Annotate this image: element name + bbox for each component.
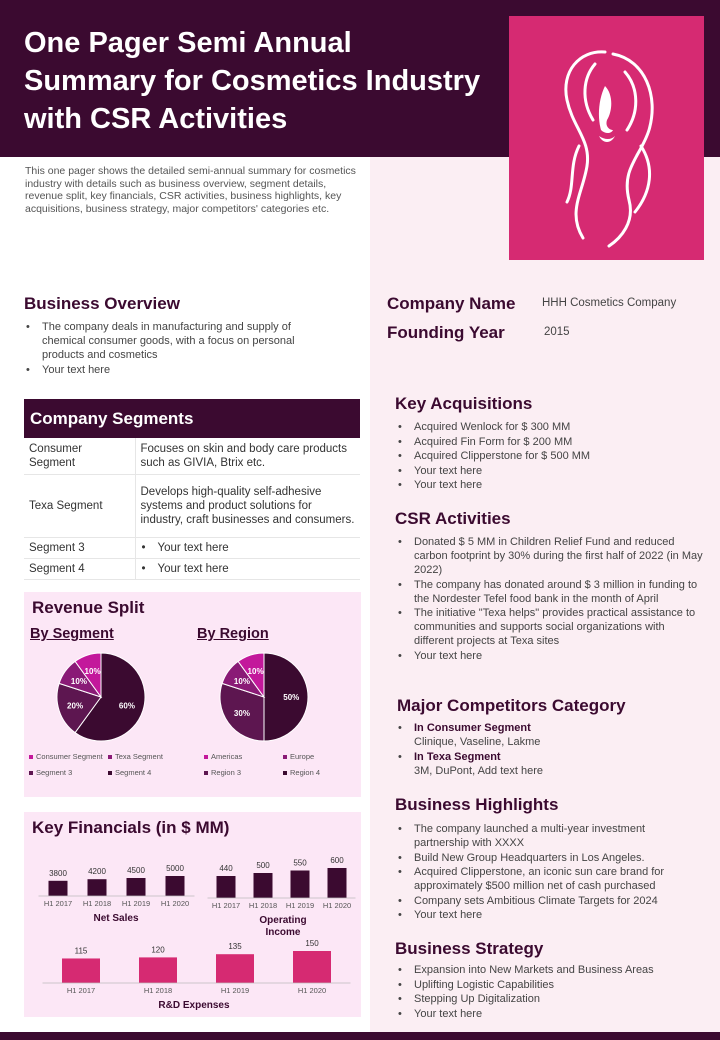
bar-value-label: 5000 xyxy=(166,864,184,873)
pie-slice-label: 30% xyxy=(233,709,250,719)
legend-label: Consumer Segment xyxy=(36,752,103,761)
legend-label: Americas xyxy=(211,752,243,761)
segment-desc: Focuses on skin and body care products such as GIVIA, Btrix etc. xyxy=(135,438,360,474)
bar-category-label: H1 2019 xyxy=(121,899,151,908)
bar-value-label: 150 xyxy=(305,939,319,948)
bar-value-label: 3800 xyxy=(49,868,67,878)
region-pie-chart xyxy=(219,652,309,742)
key-financials-heading: Key Financials (in $ MM) xyxy=(32,818,230,837)
bar xyxy=(293,951,331,983)
pie-slice-label: 10% xyxy=(84,667,101,677)
list-item: • Donated $ 5 MM in Children Relief Fund and reduced carbon footprint by 30% during the first half of 2022 (in May 2022) xyxy=(396,535,704,577)
segment-name: Texa Segment xyxy=(24,474,135,537)
bar xyxy=(166,876,185,896)
table-row xyxy=(24,438,360,474)
legend-item xyxy=(283,752,314,761)
key-acquisitions-list xyxy=(396,420,696,493)
list-item: • Your text here xyxy=(24,363,314,377)
list-item: • Your text here xyxy=(396,464,696,478)
legend-label: Europe xyxy=(290,752,315,761)
by-region-label: By Region xyxy=(197,626,269,642)
list-item: • The company has donated around $ 3 million in funding to the Nordester Tefel food bank in the month of April xyxy=(396,578,704,606)
revenue-split-heading: Revenue Split xyxy=(32,598,145,617)
competitor-segment-title: In Consumer Segment xyxy=(414,722,531,734)
pie-slice-label: 50% xyxy=(283,693,300,702)
legend-item xyxy=(108,768,151,777)
list-item: • The initiative "Texa helps" provides practical assistance to communities and supports social organizations with different projects at Texa sites xyxy=(396,606,704,648)
chart-title: R&D Expenses xyxy=(158,1000,230,1011)
business-strategy-heading: Business Strategy xyxy=(395,939,544,958)
key-financials-panel xyxy=(24,812,361,1017)
bar xyxy=(88,879,107,896)
woman-silhouette-icon xyxy=(509,16,704,260)
list-item: • Company sets Ambitious Climate Targets for 2024 xyxy=(396,894,696,908)
segment-name: Consumer Segment xyxy=(24,438,135,474)
chart-title: Net Sales xyxy=(93,913,139,924)
legend-item xyxy=(29,752,103,761)
table-row xyxy=(24,474,360,537)
csr-activities-list xyxy=(396,535,704,663)
list-item: • Your text here xyxy=(396,1007,696,1021)
legend-label: Segment 3 xyxy=(36,768,73,777)
revenue-split-panel xyxy=(24,592,361,797)
bar-value-label: 4500 xyxy=(127,866,145,875)
key-acquisitions-heading: Key Acquisitions xyxy=(395,394,533,413)
segment-name: Segment 3 xyxy=(24,537,135,558)
list-item: • Build New Group Headquarters in Los Angeles. xyxy=(396,851,696,865)
segment-desc: • Your text here xyxy=(135,558,360,579)
bar-category-label: H1 2019 xyxy=(220,986,250,995)
chart-title: Operating xyxy=(259,915,307,926)
company-name-label: Company Name xyxy=(387,294,516,313)
pie-slice-label: 60% xyxy=(118,701,135,711)
founding-year-label: Founding Year xyxy=(387,323,505,342)
business-highlights-list xyxy=(396,822,696,923)
legend-swatch xyxy=(29,771,33,775)
legend-swatch xyxy=(204,771,208,775)
bar-value-label: 115 xyxy=(74,946,88,956)
bar-value-label: 600 xyxy=(330,856,344,865)
bar xyxy=(328,868,347,898)
business-highlights-heading: Business Highlights xyxy=(395,795,559,814)
footer-bar xyxy=(0,1032,720,1040)
bar-value-label: 4200 xyxy=(88,867,106,877)
list-item: • Your text here xyxy=(396,478,696,492)
bar xyxy=(216,954,254,983)
list-item: • The company launched a multi-year investment partnership with XXXX xyxy=(396,822,696,850)
bar-category-label: H1 2017 xyxy=(43,899,73,908)
bar-category-label: H1 2017 xyxy=(66,986,96,995)
bar xyxy=(291,871,310,899)
competitors-heading: Major Competitors Category xyxy=(397,696,626,715)
legend-label: Region 4 xyxy=(290,768,321,777)
list-item: • Your text here xyxy=(396,649,704,663)
business-overview-list xyxy=(24,320,314,377)
list-item xyxy=(396,721,696,749)
description-text: This one pager shows the detailed semi-annual summary for cosmetics industry with details such as business overview, segment details, revenue split, key financials, CSR activities, business highlights, key acquisitions, business strategy, major competitors' categories etc. xyxy=(25,165,356,215)
pie-slice-label: 10% xyxy=(70,676,87,686)
list-item: • Acquired Fin Form for $ 200 MM xyxy=(396,435,696,449)
bar xyxy=(49,881,68,896)
bar-category-label: H1 2020 xyxy=(297,986,327,995)
pie-slice-label: 10% xyxy=(247,667,264,677)
legend-swatch xyxy=(283,755,287,759)
segment-desc: Develops high-quality self-adhesive systems and product solutions for industry, craft businesses and consumers. xyxy=(135,474,360,537)
legend-item xyxy=(108,752,163,761)
list-item: • Acquired Clipperstone for $ 500 MM xyxy=(396,449,696,463)
bar-value-label: 120 xyxy=(151,945,165,955)
bar-category-label: H1 2020 xyxy=(322,901,352,910)
list-item: • Acquired Wenlock for $ 300 MM xyxy=(396,420,696,434)
segment-name: Segment 4 xyxy=(24,558,135,579)
table-row xyxy=(24,558,360,579)
bar-category-label: H1 2017 xyxy=(211,901,241,910)
bar xyxy=(62,958,100,983)
legend-item xyxy=(283,768,320,777)
by-segment-label: By Segment xyxy=(30,626,114,642)
list-item: • Stepping Up Digitalization xyxy=(396,992,696,1006)
csr-activities-heading: CSR Activities xyxy=(395,509,511,528)
bar-value-label: 440 xyxy=(219,864,233,873)
pie-slice-label: 10% xyxy=(233,676,250,686)
company-segments-table xyxy=(24,438,360,580)
founding-year-value: 2015 xyxy=(544,326,570,338)
business-overview-heading: Business Overview xyxy=(24,294,180,313)
segment-pie-chart xyxy=(56,652,146,742)
key-financials-charts xyxy=(24,812,361,1017)
list-item xyxy=(396,750,696,778)
chart-title: Income xyxy=(265,927,301,938)
list-item: • The company deals in manufacturing and supply of chemical consumer goods, with a focus on personal products and cosmetics xyxy=(24,320,314,362)
company-name-value: HHH Cosmetics Company xyxy=(542,297,677,309)
bar-value-label: 550 xyxy=(293,858,307,868)
legend-swatch xyxy=(204,755,208,759)
bar xyxy=(217,876,236,898)
list-item: • Uplifting Logistic Capabilities xyxy=(396,978,696,992)
bar xyxy=(127,878,146,896)
business-strategy-list xyxy=(396,963,696,1021)
legend-item xyxy=(204,752,242,761)
bar-category-label: H1 2018 xyxy=(143,986,173,995)
legend-label: Segment 4 xyxy=(115,768,152,777)
legend-item xyxy=(204,768,241,777)
bar-category-label: H1 2020 xyxy=(160,899,190,908)
bar-value-label: 135 xyxy=(228,942,242,952)
legend-label: Region 3 xyxy=(211,768,242,777)
competitor-names: 3M, DuPont, Add text here xyxy=(414,764,544,777)
bar-category-label: H1 2018 xyxy=(248,901,278,910)
legend-swatch xyxy=(283,771,287,775)
page-title: One Pager Semi Annual Summary for Cosmetics Industry with CSR Activities xyxy=(24,27,481,135)
company-segments-heading: Company Segments xyxy=(24,399,360,438)
legend-item xyxy=(29,768,72,777)
bar-category-label: H1 2019 xyxy=(285,901,315,910)
bar-value-label: 500 xyxy=(256,861,270,870)
logo-box xyxy=(509,16,704,260)
list-item: • Acquired Clipperstone, an iconic sun care brand for approximately $500 million net of cash purchased xyxy=(396,865,696,893)
competitor-names: Clinique, Vaseline, Lakme xyxy=(414,736,541,748)
legend-label: Texa Segment xyxy=(115,752,163,761)
list-item: • Your text here xyxy=(396,908,696,922)
segment-desc: • Your text here xyxy=(135,537,360,558)
legend-swatch xyxy=(108,755,112,759)
legend-swatch xyxy=(29,755,33,759)
list-item: • Expansion into New Markets and Business Areas xyxy=(396,963,696,977)
competitor-segment-title: In Texa Segment xyxy=(414,750,501,763)
pie-slice-label: 20% xyxy=(67,701,84,711)
legend-swatch xyxy=(108,771,112,775)
bar xyxy=(254,873,273,898)
competitors-list xyxy=(396,721,696,778)
table-row xyxy=(24,537,360,558)
bar-category-label: H1 2018 xyxy=(82,899,112,908)
bar xyxy=(139,957,177,983)
